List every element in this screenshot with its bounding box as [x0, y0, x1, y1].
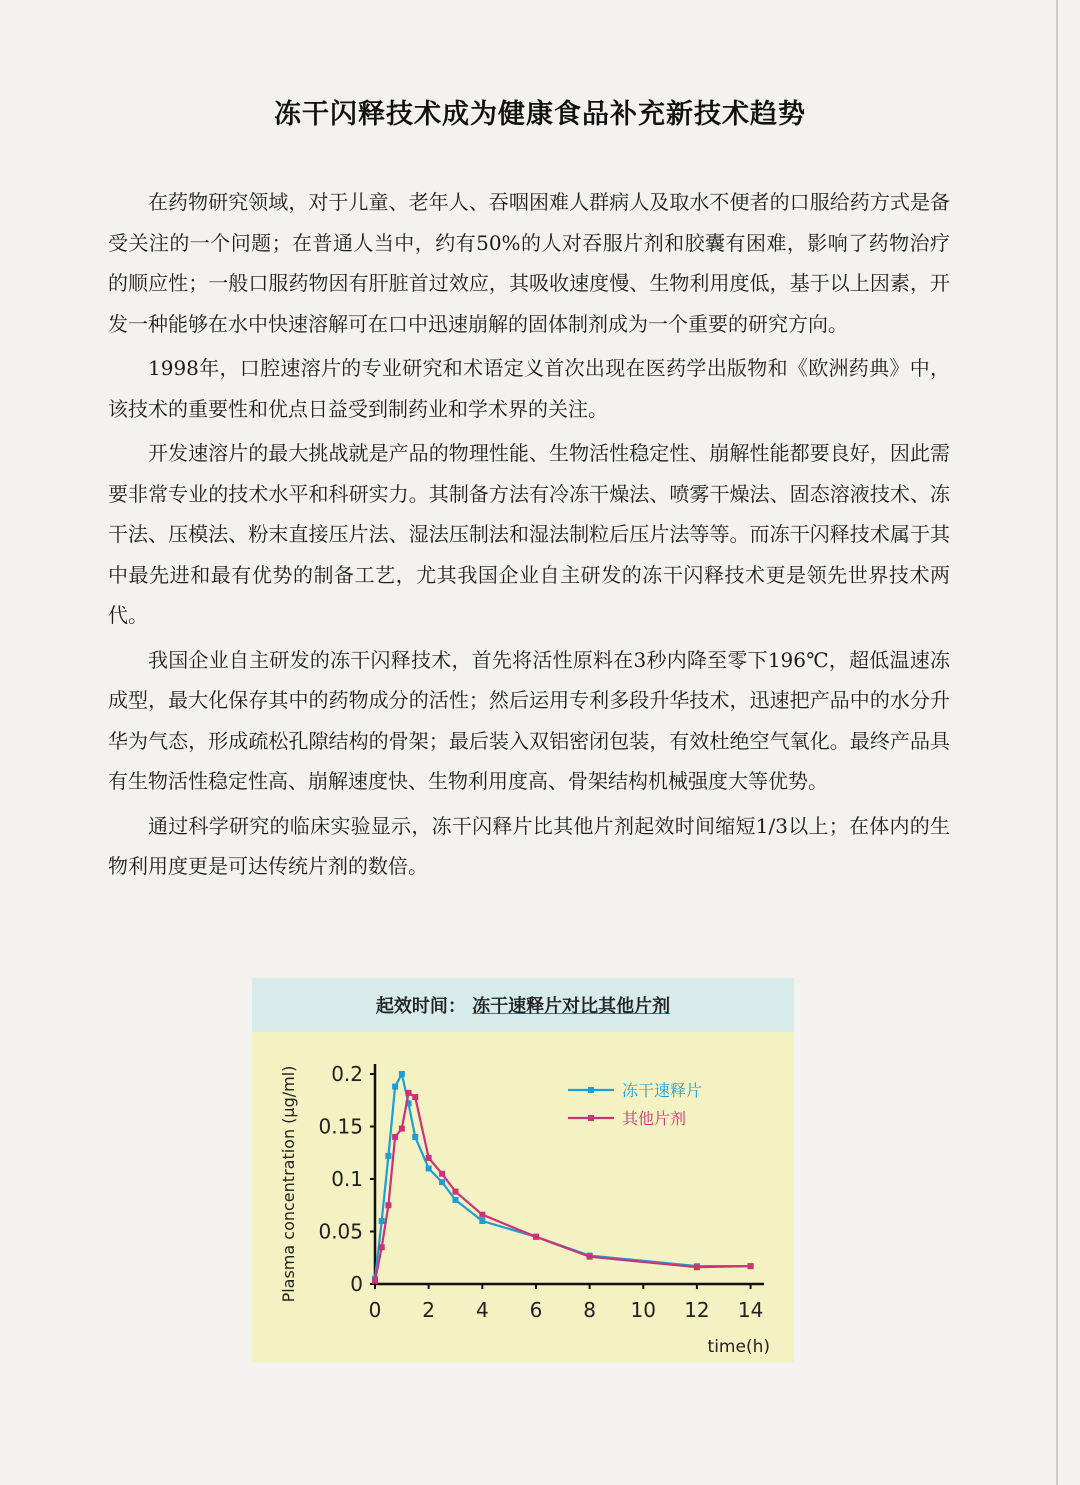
x-tick-label: 4 — [475, 1298, 489, 1322]
y-axis-label: Plasma concentration (μg/ml) — [279, 1065, 298, 1303]
chart-title-prefix: 起效时间： — [375, 996, 466, 1017]
paragraph-5: 通过科学研究的临床实验显示，冻干闪释片比其他片剂起效时间缩短1/3以上；在体内的生物利用度更是可达传统片剂的数倍。 — [108, 813, 950, 878]
series-2-point — [406, 1090, 412, 1096]
x-tick-label: 6 — [529, 1298, 543, 1322]
series-1-point — [439, 1179, 445, 1185]
plasma-concentration-chart — [252, 978, 794, 1362]
series-2-point — [479, 1212, 485, 1218]
legend-label-2: 其他片剂 — [622, 1109, 687, 1128]
x-tick-label: 8 — [583, 1298, 596, 1322]
series-1-point — [385, 1153, 391, 1159]
y-tick-label: 0.2 — [331, 1062, 363, 1086]
x-tick-label: 12 — [684, 1298, 710, 1322]
series-2-point — [379, 1244, 385, 1250]
paragraph-2: 1998年，口腔速溶片的专业研究和术语定义首次出现在医药学出版物和《欧洲药典》中，该技术的重要性和优点日益受到制药业和学术界的关注。 — [108, 356, 950, 421]
y-tick-label: 0.15 — [318, 1114, 363, 1139]
x-tick-label: 2 — [422, 1298, 436, 1322]
y-tick-label: 0 — [350, 1272, 363, 1296]
paragraph-4: 我国企业自主研发的冻干闪释技术，首先将活性原料在3秒内降至零下196℃，超低温速冻成型，最大化保存其中的药物成分的活性；然后运用专利多段升华技术，迅速把产品中的水分升华为气态，形成疏松孔隙结构的骨架；最后装入双铝密闭包装，有效杜绝空气氧化。最终产品具有生物活性稳定性高、崩解速度快、生物利用度高、骨架结构机械强度大等优势。 — [108, 647, 950, 793]
series-1-point — [399, 1071, 405, 1077]
series-2-point — [372, 1278, 378, 1284]
y-tick-label: 0.1 — [331, 1167, 363, 1191]
chart-figure — [252, 978, 794, 1362]
series-line-1 — [375, 1074, 751, 1279]
series-1-point — [426, 1166, 432, 1172]
series-2-point — [426, 1155, 432, 1161]
series-2-point — [392, 1134, 398, 1140]
series-2-point — [587, 1254, 593, 1260]
x-axis-label: time(h) — [707, 1337, 770, 1357]
series-2-point — [533, 1234, 539, 1240]
page-title: 冻干闪释技术成为健康食品补充新技术趋势 — [274, 99, 806, 130]
page-edge-shadow — [1056, 0, 1058, 1485]
series-1-point — [379, 1218, 385, 1224]
series-1-point — [452, 1197, 458, 1203]
legend-label-1: 冻干速释片 — [622, 1081, 703, 1100]
series-2-point — [439, 1171, 445, 1177]
series-2-point — [452, 1189, 458, 1195]
series-1-point — [479, 1218, 485, 1224]
series-2-point — [385, 1202, 391, 1208]
chart-title-main: 冻干速释片对比其他片剂 — [472, 996, 671, 1017]
series-2-point — [399, 1126, 405, 1132]
series-1-point — [392, 1084, 398, 1090]
paragraph-1: 在药物研究领域，对于儿童、老年人、吞咽困难人群病人及取水不便者的口服给药方式是备受关注的一个问题；在普通人当中，约有50%的人对吞服片剂和胶囊有困难，影响了药物治疗的顺应性；一般口服药物因有肝脏首过效应，其吸收速度慢、生物利用度低，基于以上因素，开发一种能够在水中快速溶解可在口中迅速崩解的固体制剂成为一个重要的研究方向。 — [108, 190, 950, 336]
series-2-point — [412, 1094, 418, 1100]
series-2-point — [748, 1263, 754, 1269]
x-tick-label: 10 — [630, 1298, 657, 1322]
legend-marker-2 — [588, 1115, 594, 1121]
article-body — [108, 182, 950, 891]
x-tick-label: 14 — [737, 1298, 764, 1322]
series-line-2 — [375, 1093, 751, 1281]
y-tick-label: 0.05 — [318, 1219, 363, 1244]
series-2-point — [694, 1264, 700, 1270]
series-1-point — [412, 1134, 418, 1140]
paragraph-3: 开发速溶片的最大挑战就是产品的物理性能、生物活性稳定性、崩解性能都要良好，因此需要非常专业的技术水平和科研实力。其制备方法有冷冻干燥法、喷雾干燥法、固态溶液技术、冻干法、压模法、粉末直接压片法、湿法压制法和湿法制粒后压片法等等。而冻干闪释技术属于其中最先进和最有优势的制备工艺，尤其我国企业自主研发的冻干闪释技术更是领先世界技术两代。 — [108, 441, 950, 627]
x-tick-label: 0 — [368, 1298, 382, 1322]
legend-marker-1 — [588, 1087, 594, 1093]
